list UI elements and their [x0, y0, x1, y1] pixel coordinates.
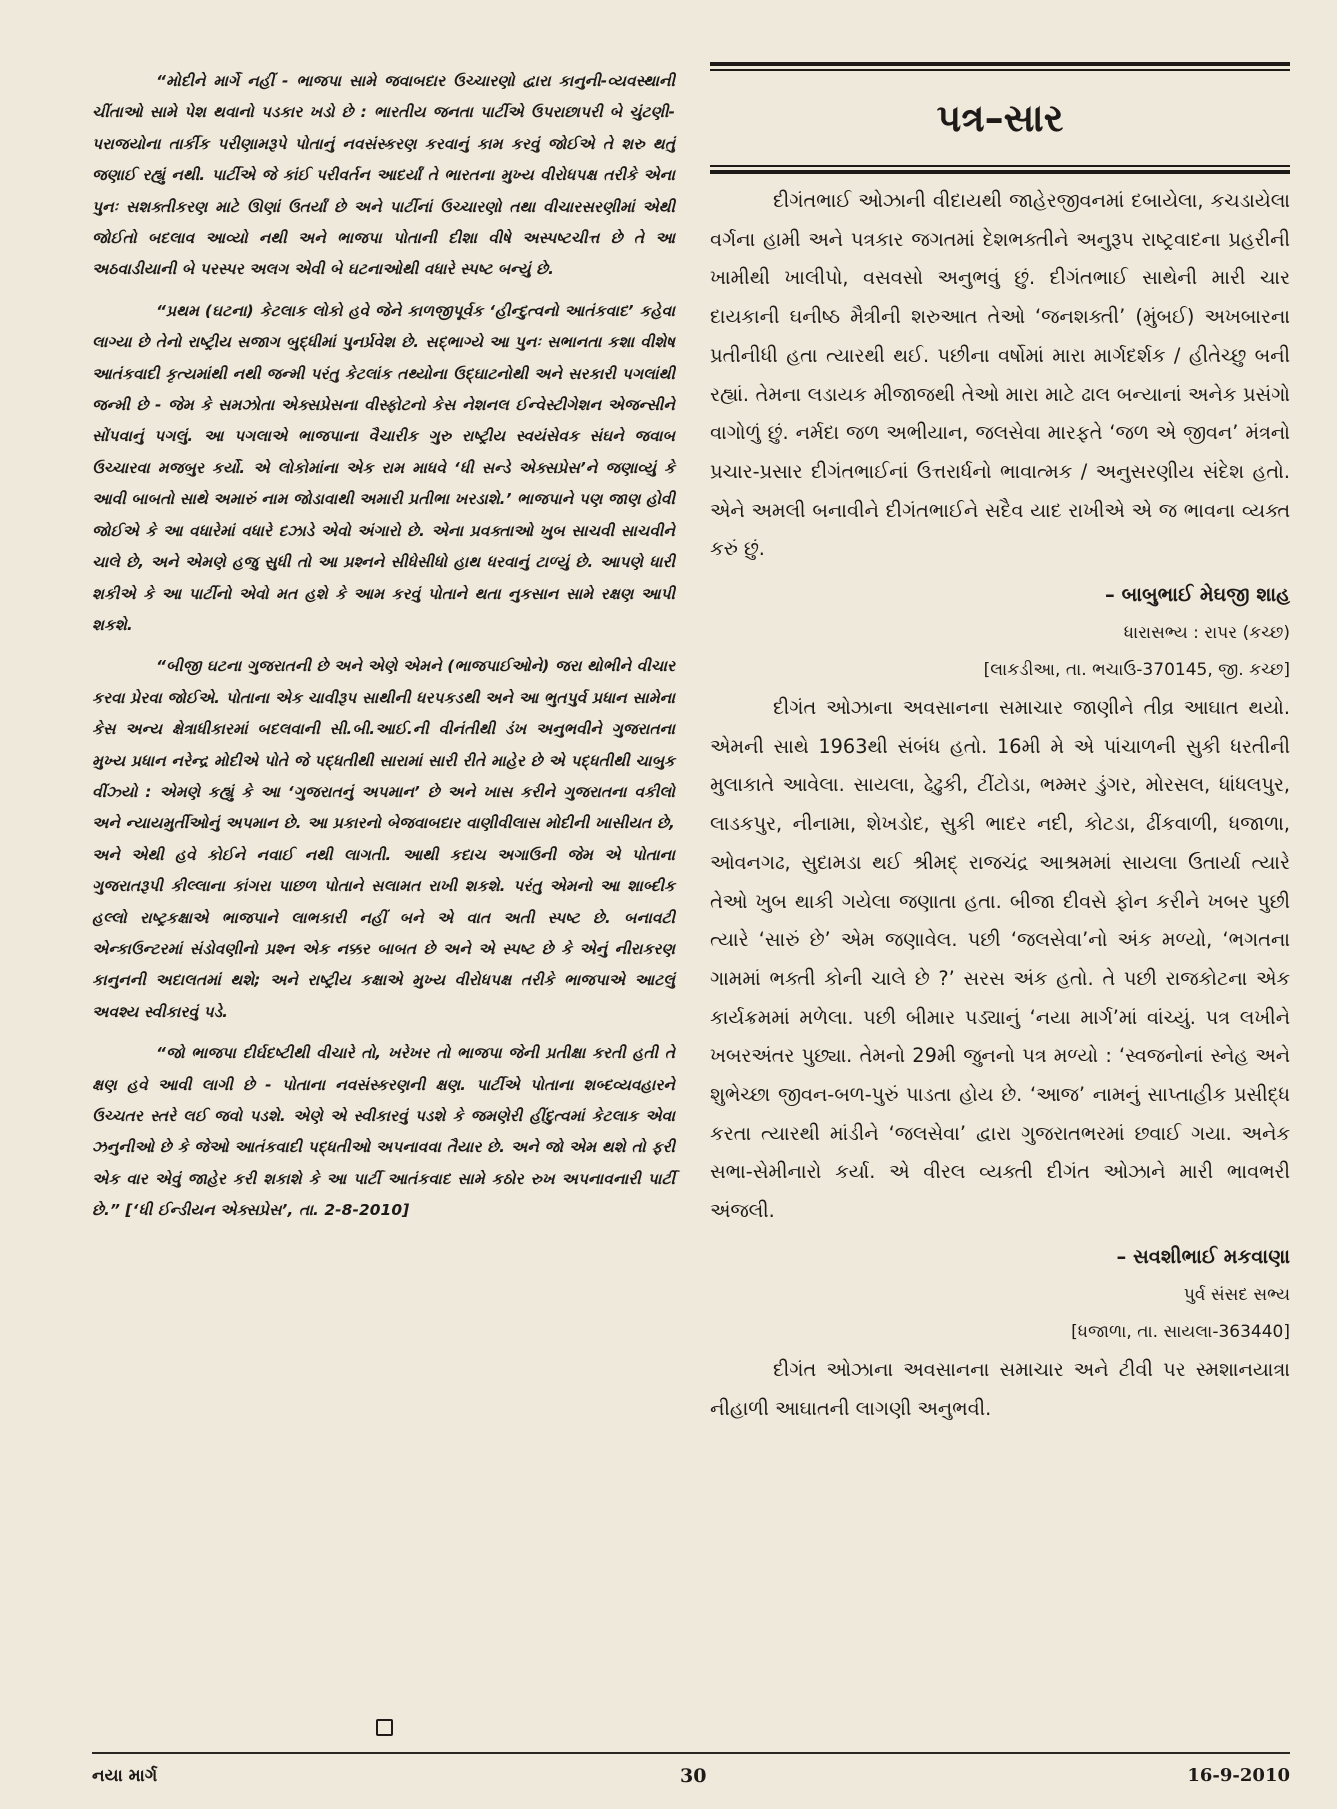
letter-1-text: દીગંતભાઈ ઓઝાની વીદાયથી જાહેરજીવનમાં દબાયેલા, કચડાયેલા વર્ગના હામી અને પત્રકાર જગતમાં દેશભક્તીને અનુરૂપ રાષ્ટ્રવાદના પ્રહરીની ખામીથી ખાલીપો, વસવસો અનુભવું છું. દીગંતભાઈ સાથેની મારી ચાર દાયકાની ઘનીષ્ઠ મૈત્રીની શરુઆત તેઓ ‘જનશક્તી’ (મુંબઈ) અખબારના પ્રતીનીધી હતા ત્યારથી થઈ. પછીના વર્ષોમાં મારા માર્ગદર્શક / હીતેચ્છુ બની રહ્યાં. તેમના લડાયક મીજાજથી તેઓ મારા માટે ઢાલ બન્યાનાં અનેક પ્રસંગો વાગોળું છું. નર્મદા જળ અભીયાન, જલસેવા મારફતે ‘જળ એ જીવન’ મંત્રનો પ્રચાર-પ્રસાર દીગંતભાઈનાં ઉત્તરાર્ધનો ભાવાત્મક / અનુસરણીય સંદેશ હતો. એને અમલી બનાવીને દીગંતભાઈને સદૈવ યાદ રાખીએ એ જ ભાવના વ્યક્ત કરું છું.	[710, 189, 1290, 561]
letter-1-address: [લાકડીઆ, તા. ભચાઉ-370145, જી. કચ્છ]	[983, 660, 1290, 681]
letter-2-address: [ધજાળા, તા. સાયલા-363440]	[1071, 1321, 1290, 1342]
quote-paragraph-1: “મોદીને માર્ગે નહીં - ભાજપા સામે જવાબદાર ઉચ્ચારણો દ્વારા કાનુની-વ્યવસ્થાની ચીંતાઓ સામે પેશ થવાનો પડકાર ખડો છે : ભારતીય જનતા પાર્ટીએ ઉપરાછાપરી બે ચુંટણી-પરાજયોના તાર્કીક પરીણામરૂપે પોતાનું નવસંસ્કરણ કરવાનું કામ કરવું જોઈએ તે શરુ થતું જણાઈ રહ્યું નથી. પાર્ટીએ જે કાંઈ પરીવર્તન આદર્યાં તે ભારતના મુખ્ય વીરોધપક્ષ તરીકે એના પુનઃ સશક્તીકરણ માટે ઊણાં ઉતર્યાં છે અને પાર્ટીનાં ઉચ્ચારણો તથા વીચારસરણીમાં એથી જોઈતો બદલાવ આવ્યો નથી અને ભાજપા પોતાની દીશા વીષે અસ્પષ્ટચીત્ત છે તે આ અઠવાડીયાની બે પરસ્પર અલગ એવી બે ઘટનાઓથી વધારે સ્પષ્ટ બન્યું છે.	[92, 72, 675, 279]
footer-publication-name: નયા માર્ગ	[92, 1766, 158, 1786]
end-mark-square-icon	[376, 1719, 393, 1736]
letter-2-designation: પુર્વ સંસદ સભ્ય	[1183, 1284, 1290, 1305]
footer-page-number: 30	[680, 1765, 707, 1787]
editorial-quote-column	[92, 66, 675, 1237]
heading-bottom-rule	[710, 165, 1290, 178]
letters-column	[710, 62, 1290, 1428]
letter-1-designation: ધારાસભ્ય : રાપર (કચ્છ)	[1123, 623, 1290, 644]
letter-2-author: – સવશીભાઈ મકવાણા	[1116, 1244, 1290, 1268]
quote-paragraph-3: “બીજી ઘટના ગુજરાતની છે અને એણે એમને (ભાજપાઈઓને) જરા થોભીને વીચાર કરવા પ્રેરવા જોઈએ. પોતાના એક ચાવીરૂપ સાથીની ધરપકડથી અને આ ભુતપુર્વ પ્રધાન સામેના કેસ અન્ય ક્ષેત્રાધીકારમાં બદલવાની સી.બી.આઈ.ની વીનંતીથી ડંખ અનુભવીને ગુજરાતના મુખ્ય પ્રધાન નરેન્દ્ર મોદીએ પોતે જે પદ્ધતીથી સારામાં સારી રીતે માહેર છે એ પદ્ધતીથી ચાબુક વીંઝ્યો : એમણે કહ્યું કે આ ‘ગુજરાતનું અપમાન’ છે અને ખાસ કરીને ગુજરાતના વકીલો અને ન્યાયમુર્તીઓનું અપમાન છે. આ પ્રકારનો બેજવાબદાર વાણીવીલાસ મોદીની ખાસીયત છે, અને એથી હવે કોઈને નવાઈ નથી લાગતી. આથી કદાચ અગાઉની જેમ એ પોતાના ગુજરાતરૂપી કીલ્લાના કાંગરા પાછળ પોતાને સલામત રાખી શકશે. પરંતુ એમનો આ શાબ્દીક હલ્લો રાષ્ટ્રકક્ષાએ ભાજપાને લાભકારી નહીં બને એ વાત અતી સ્પષ્ટ છે. બનાવટી એન્કાઉન્ટરમાં સંડોવણીનો પ્રશ્ન એક નક્કર બાબત છે અને એ સ્પષ્ટ છે કે એનું નીરાકરણ કાનુનની અદાલતમાં થશે; અને રાષ્ટ્રીય કક્ષાએ મુખ્ય વીરોધપક્ષ તરીકે ભાજપાએ આટલું અવશ્ય સ્વીકારવું પડે.	[92, 657, 675, 1021]
letter-1	[710, 182, 1290, 689]
quote-paragraph-2: “પ્રથમ (ઘટના) કેટલાક લોકો હવે જેને કાળજીપૂર્વક ‘હીન્દુત્વનો આતંકવાદ’ કહેવા લાગ્યા છે તેનો રાષ્ટ્રીય સજાગ બુદ્ધીમાં પુનર્પ્રવેશ છે. સદ્ભાગ્યે આ પુનઃ સભાનતા કશા વીશેષ આતંકવાદી કૃત્યમાંથી નથી જન્મી પરંતુ કેટલાંક તથ્યોના ઉદ્ઘાટનોથી અને સરકારી પગલાંથી જન્મી છે - જેમ કે સમઝોતા એક્સપ્રેસના વીસ્ફોટનો કેસ નેશનલ ઈન્વેસ્ટીગેશન એજન્સીને સોંપવાનું પગલું. આ પગલાએ ભાજપાના વૈચારીક ગુરુ રાષ્ટ્રીય સ્વયંસેવક સંઘને જવાબ ઉચ્ચારવા મજબુર કર્યો. એ લોકોમાંના એક રામ માધવે ‘ધી સન્ડે એક્સપ્રેસ’ને જણાવ્યું કે આવી બાબતો સાથે અમારું નામ જોડાવાથી અમારી પ્રતીભા ખરડાશે.’ ભાજપાને પણ જાણ હોવી જોઈએ કે આ વધારેમાં વધારે દઝાડે એવો અંગારો છે. એના પ્રવક્તાઓ ખુબ સાચવી સાચવીને ચાલે છે, અને એમણે હજુ સુધી તો આ પ્રશ્નને સીધેસીધો હાથ ધરવાનું ટાળ્યું છે. આપણે ધારી શકીએ કે આ પાર્ટીનો એવો મત હશે કે આમ કરવું પોતાને થતા નુકસાન સામે રક્ષણ આપી શકશે.	[92, 301, 675, 634]
letter-2	[710, 689, 1290, 1351]
footer-rule	[92, 1752, 1290, 1754]
footer-date: 16-9-2010	[1187, 1765, 1290, 1786]
letter-3	[710, 1351, 1290, 1428]
quote-paragraph-4: “જો ભાજપા દીર્ઘદષ્ટીથી વીચારે તો, ખરેખર તો ભાજપા જેની પ્રતીક્ષા કરતી હતી તે ક્ષણ હવે આવી લાગી છે - પોતાના નવસંસ્કરણની ક્ષણ. પાર્ટીએ પોતાના શબ્દવ્યવહારને ઉચ્ચતર સ્તરે લઈ જવો પડશે. એણે એ સ્વીકારવું પડશે કે જમણેરી હીંદુત્વમાં કેટલાક એવા ઝનુનીઓ છે કે જેઓ આતંકવાદી પદ્ધતીઓ અપનાવવા તૈયાર છે. અને જો એમ થશે તો ફરી એક વાર એવું જાહેર કરી શકાશે કે આ પાર્ટી આતંકવાદ સામે કઠોર રુખ અપનાવનારી પાર્ટી છે.” [‘ધી ઈન્ડીયન એક્સપ્રેસ’, તા. 2-8-2010]	[92, 1044, 675, 1220]
heading-top-rule	[710, 62, 1290, 75]
page-footer	[92, 1761, 1290, 1791]
letter-2-text: દીગંત ઓઝાના અવસાનના સમાચાર જાણીને તીવ્ર આઘાત થયો. એમની સાથે 1963થી સંબંધ હતો. 16મી મે એ પાંચાળની સુકી ધરતીની મુલાકાતે આવેલા. સાયલા, ઢેઢુકી, ટીંટોડા, ભમ્મર ડુંગર, મોરસલ, ધાંધલપુર, લાડકપુર, નીનામા, શેખડોદ, સુકી ભાદર નદી, કોટડા, ઢીંકવાળી, ધજાળા, ઓવનગઢ, સુદામડા થઈ શ્રીમદ્ રાજચંદ્ર આશ્રમમાં સાયલા ઉતાર્યા ત્યારે તેઓ ખુબ થાકી ગયેલા જણાતા હતા. બીજા દીવસે ફોન કરીને ખબર પુછી ત્યારે ‘સારું છે’ એમ જણાવેલ. પછી ‘જલસેવા’નો અંક મળ્યો, ‘ભગતના ગામમાં ભક્તી કોની ચાલે છે ?’ સરસ અંક હતો. તે પછી રાજકોટના એક કાર્યક્રમમાં મળેલા. પછી બીમાર પડ્યાનું ‘નયા માર્ગ’માં વાંચ્યું. પત્ર લખીને ખબરઅંતર પુછ્યા. તેમનો 29મી જુનનો પત્ર મળ્યો : ‘સ્વજનોનાં સ્નેહ અને શુભેચ્છા જીવન-બળ-પુરું પાડતા હોય છે. ‘આજ’ નામનું સાપ્તાહીક પ્રસીદ્ધ કરતા ત્યારથી માંડીને ‘જલસેવા’ દ્વારા ગુજરાતભરમાં છવાઈ ગયા. અનેક સભા-સેમીનારો કર્યા. એ વીરલ વ્યક્તી દીગંત ઓઝાને મારી ભાવભરી અંજલી.	[710, 696, 1290, 1223]
section-heading: પત્ર–સાર	[936, 96, 1064, 140]
letter-3-text: દીગંત ઓઝાના અવસાનના સમાચાર અને ટીવી પર સ્મશાનયાત્રા નીહાળી આઘાતની લાગણી અનુભવી.	[710, 1357, 1290, 1420]
letter-1-author: – બાબુભાઈ મેઘજી શાહ	[1105, 583, 1290, 607]
